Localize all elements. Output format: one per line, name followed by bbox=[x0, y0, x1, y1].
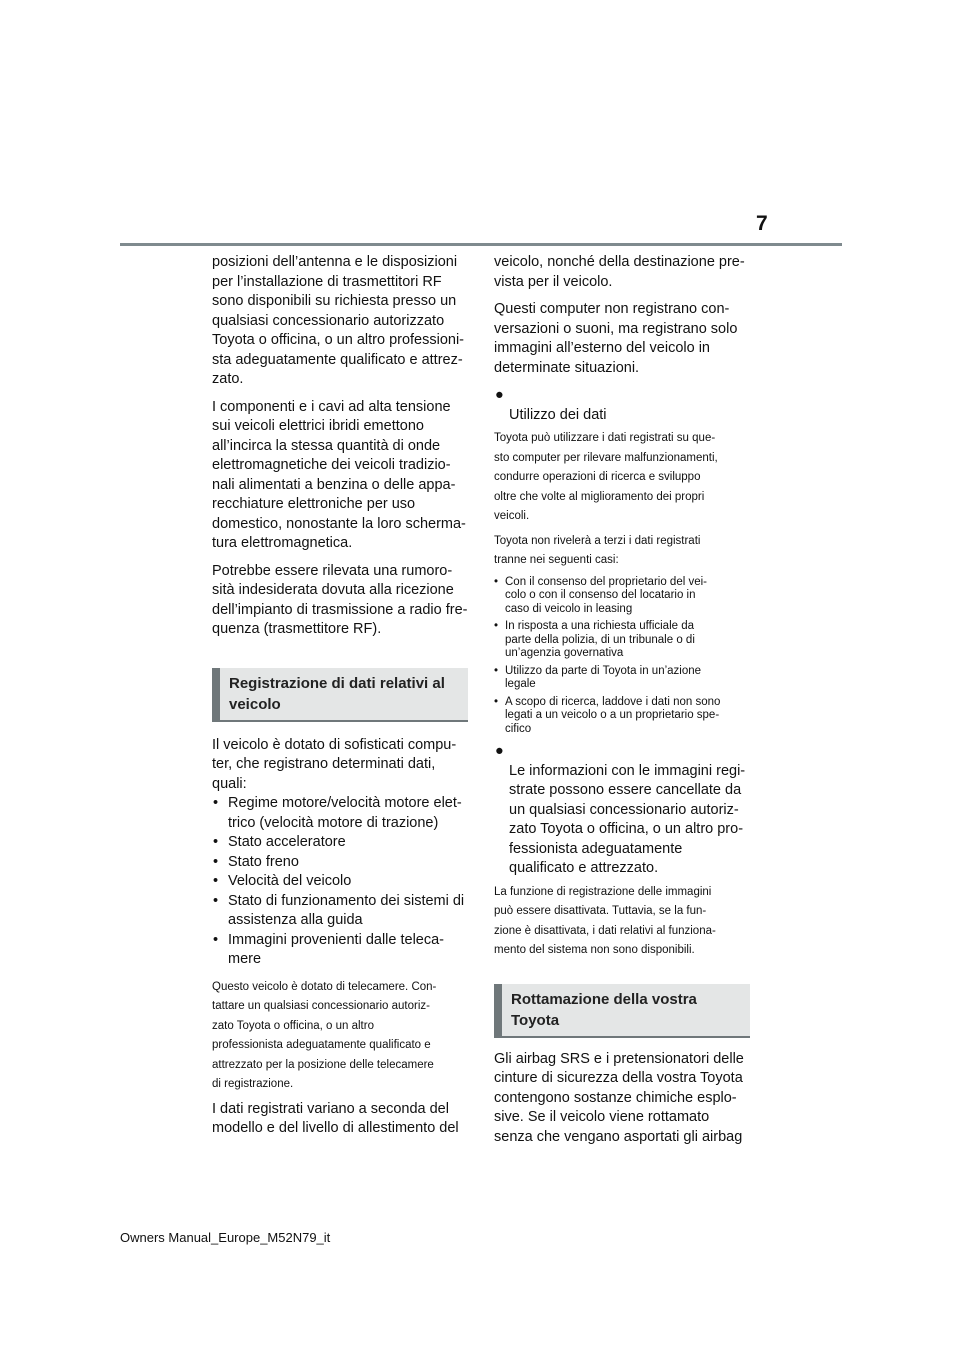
antenna-paragraph: posizioni dell’antenna e le disposizioni per l’installazione di trasmettitori RF sono disponibili su richiesta presso un qualsiasi concessionario autorizzato Toyota o officina, o un altro professioni- sta adeguatamente qualificato e attrez- zato. bbox=[212, 254, 465, 387]
recorded-data-varies-paragraph: I dati registrati variano a seconda del modello e del livello di allestimento del bbox=[212, 1100, 459, 1136]
no-audio-recording-paragraph: Questi computer non registrano con- versazioni o suoni, ma registrano solo immagini all’esterno del veicolo in determinate situazioni. bbox=[494, 301, 738, 376]
footer-document-id: Owners Manual_Europe_M52N79_it bbox=[120, 1230, 331, 1245]
rf-noise-paragraph: Potrebbe essere rilevata una rumoro- sità indesiderata dovuta alla ricezione dell’impianto di trasmissione a radio fre- quenza (trasmettitore RF). bbox=[212, 562, 468, 637]
disclosure-cases-list bbox=[494, 576, 750, 737]
bullet-icon: • bbox=[494, 695, 499, 708]
left-column bbox=[212, 253, 468, 1147]
list-item: • Immagini provenienti dalle teleca- mere bbox=[213, 931, 444, 967]
bullet-icon: • bbox=[213, 931, 219, 948]
section-heading-scrapping: Rottamazione della vostra Toyota bbox=[494, 984, 750, 1038]
bullet-icon: • bbox=[494, 664, 499, 677]
list-item: • Velocità del veicolo bbox=[212, 872, 468, 892]
bullet-icon: • bbox=[213, 873, 219, 889]
list-item: • Regime motore/velocità motore elet- trico (velocità motore di trazione) bbox=[213, 795, 462, 831]
list-item: • In risposta a una richiesta ufficiale da parte della polizia, di un tribunale o di un’agenzia governativa bbox=[494, 620, 695, 659]
bullet-icon: • bbox=[213, 834, 219, 850]
section-heading-data-recording: Registrazione di dati relativi al veicolo bbox=[212, 668, 468, 722]
vehicle-destination-paragraph: veicolo, nonché della destinazione pre- vista per il veicolo. bbox=[494, 254, 745, 290]
bullet-icon: • bbox=[213, 795, 219, 811]
header-divider bbox=[120, 243, 842, 246]
camera-note: Questo veicolo è dotato di telecamere. Con- tattare un qualsiasi concessionario autoriz- zato Toyota o officina, o un altro professionista adeguatamente qualificato e attrezzato per la posizione delle telecamere di registrazione. bbox=[212, 980, 437, 1090]
list-item: • Stato freno bbox=[212, 853, 468, 873]
list-item: • Utilizzo da parte di Toyota in un’azione legale bbox=[494, 664, 702, 690]
round-bullet-icon: ● bbox=[495, 387, 504, 403]
disclosure-text: Toyota non rivelerà a terzi i dati registrati tranne nei seguenti casi: bbox=[494, 534, 701, 566]
list-item: • Stato di funzionamento dei sistemi di assistenza alla guida bbox=[213, 892, 465, 928]
image-deletion-heading: ● Le informazioni con le immagini regi- strate possono essere cancellate da un qualsiasi concessionario autoriz- zato Toyota o officina, o un altro pro- fessionista adeguatamente qualificato e attrezzato. bbox=[495, 743, 746, 876]
bullet-icon: • bbox=[213, 853, 219, 870]
recorded-data-list bbox=[212, 794, 468, 970]
list-item: • A scopo di ricerca, laddove i dati non sono legati a un veicolo o a un proprietario spe- cifico bbox=[494, 695, 721, 735]
bullet-icon: • bbox=[213, 892, 219, 909]
round-bullet-icon: ● bbox=[495, 743, 504, 759]
list-item: • Stato acceleratore bbox=[212, 833, 468, 853]
data-usage-text: Toyota può utilizzare i dati registrati su que- sto computer per rilevare malfunzionamenti, condurre operazioni di ricerca e sviluppo oltre che volte al miglioramento dei propri veicoli. bbox=[494, 432, 718, 522]
image-recording-text: La funzione di registrazione delle immagini può essere disattivata. Tuttavia, se la fun- zione è disattivata, i dati relativi al funziona- mento del sistema non sono disponibili. bbox=[494, 885, 716, 956]
page-number: 7 bbox=[756, 212, 768, 235]
high-voltage-paragraph: I componenti e i cavi ad alta tensione sui veicoli elettrici ibridi emettono all’incirca la stessa quantità di onde elettromagnetiche dei veicoli tradizio- nali alimentati a benzina o delle appa- recchiature elettroniche per uso domestico, nonostante la loro scherma- tura elettromagnetica. bbox=[212, 398, 466, 551]
data-usage-heading: ● Utilizzo dei dati bbox=[495, 387, 607, 423]
list-item: • Con il consenso del proprietario del vei- colo o con il consenso del locatario in caso di veicolo in leasing bbox=[494, 575, 707, 615]
airbag-scrapping-paragraph: Gli airbag SRS e i pretensionatori delle cinture di sicurezza della vostra Toyota contengono sostanze chimiche esplo- sive. Se il veicolo viene rottamato senza che vengano asportati gli airbag bbox=[494, 1050, 744, 1145]
bullet-icon: • bbox=[494, 575, 499, 588]
data-intro-paragraph: Il veicolo è dotato di sofisticati compu- ter, che registrano determinati dati, quali: bbox=[212, 736, 457, 792]
bullet-icon: • bbox=[494, 620, 499, 632]
right-column bbox=[494, 253, 750, 1155]
